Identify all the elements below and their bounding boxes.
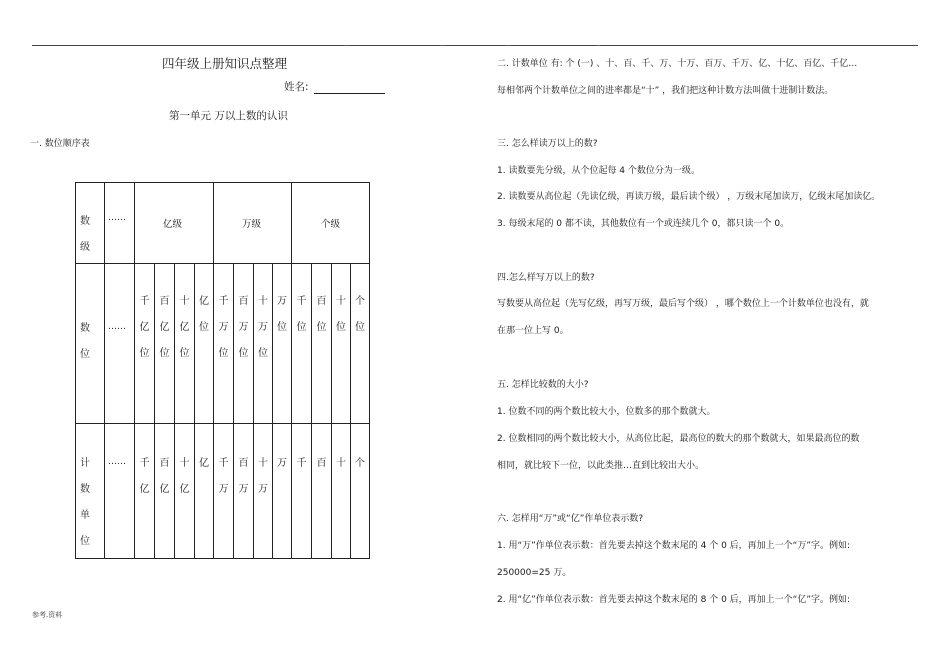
s5-item1: 1. 位数不同的两个数比较大小，位数多的那个数就大。 xyxy=(497,407,716,417)
place-name-char: 位 xyxy=(159,348,170,359)
place-name-char: 十 xyxy=(179,296,190,307)
place-name-column xyxy=(292,289,311,341)
place-name-char: 百 xyxy=(238,296,249,307)
unit-name-char: 十 xyxy=(258,458,268,469)
ellipsis: …… xyxy=(108,213,126,223)
s6-item1a: 1. 用“万”作单位表示数：首先要去掉这个数末尾的 4 个 0 后，再加上一个“万”字。例如: xyxy=(497,541,851,551)
place-name-column xyxy=(351,289,369,341)
group-wan: 万级 xyxy=(242,219,262,230)
place-name-char: 位 xyxy=(336,322,346,333)
s3-item3: 3. 每级末尾的 0 都不读，其他数位有一个或连续几个 0，都只读一个 0。 xyxy=(497,219,790,229)
unit-name-char: 千 xyxy=(139,458,150,469)
s5-title: 五. 怎样比较数的大小? xyxy=(497,380,589,390)
unit-name-column xyxy=(332,451,350,477)
unit-name-column xyxy=(254,451,272,503)
unit-name-char: 亿 xyxy=(139,484,150,495)
place-name-column xyxy=(155,289,174,367)
s3-item1: 1. 读数要先分级，从个位起每 4 个数位分为一级。 xyxy=(497,166,700,176)
unit-name-char: 亿 xyxy=(199,458,209,469)
place-name-column xyxy=(214,289,233,367)
place-name-char: 万 xyxy=(277,296,287,307)
row-label-place xyxy=(78,316,92,368)
place-name-char: 位 xyxy=(355,322,365,333)
place-name-char: 亿 xyxy=(179,322,190,333)
header-dot: .. xyxy=(596,40,601,48)
unit-name-char: 亿 xyxy=(159,484,170,495)
place-name-char: 万 xyxy=(258,322,268,333)
unit-name-char: 万 xyxy=(277,458,287,469)
page-title: 四年级上册知识点整理 xyxy=(162,56,288,71)
ellipsis: …… xyxy=(108,457,126,467)
place-name-char: 亿 xyxy=(159,322,170,333)
s5-item2a: 2. 位数相同的两个数比较大小，从高位比起，最高位的数大的那个数就大，如果最高位的数 xyxy=(497,434,860,444)
group-yi: 亿级 xyxy=(163,219,183,230)
unit-name-char: 万 xyxy=(238,484,249,495)
place-name-char: 位 xyxy=(277,322,287,333)
place-name-char: 位 xyxy=(296,322,307,333)
row-label-char: 数 xyxy=(80,484,90,495)
header-dot: .. xyxy=(344,40,349,48)
unit-name-char: 百 xyxy=(159,458,170,469)
place-name-column xyxy=(195,289,213,341)
unit-name-column xyxy=(292,451,311,477)
place-name-char: 百 xyxy=(159,296,170,307)
unit-name-column xyxy=(175,451,194,503)
s6-title: 六. 怎样用“万”或“亿”作单位表示数? xyxy=(497,514,644,524)
s2-line2: 每相邻两个计数单位之间的进率都是“十” ，我们把这种计数方法叫做十进制计数法。 xyxy=(497,86,834,96)
place-name-char: 位 xyxy=(179,348,190,359)
unit-name-char: 千 xyxy=(218,458,229,469)
unit-name-char: 百 xyxy=(316,458,327,469)
footer-note: 参考.资料 xyxy=(32,611,63,619)
unit-name-column xyxy=(234,451,253,503)
s4-title: 四.怎么样写万以上的数? xyxy=(497,273,595,283)
unit-name-column xyxy=(135,451,154,503)
section-heading: 一. 数位顺序表 xyxy=(30,139,90,149)
row-label-char: 计 xyxy=(80,458,90,469)
row-label-char: 数 xyxy=(80,323,90,334)
s6-item2a: 2. 用“亿”作单位表示数：首先要去掉这个数末尾的 8 个 0 后，再加上一个“亿”字。例如: xyxy=(497,595,851,605)
unit-name-column xyxy=(273,451,291,477)
s3-item2: 2. 读数要从高位起（先读亿级，再读万级，最后读个级） ，万级末尾加读万，亿级末尾加读亿。 xyxy=(497,192,881,202)
place-name-char: 亿 xyxy=(199,296,209,307)
s3-title: 三. 怎么样读万以上的数? xyxy=(497,139,598,149)
unit-name-char: 十 xyxy=(336,458,346,469)
place-name-column xyxy=(312,289,331,341)
s4-line2: 在那一位上写 0。 xyxy=(497,326,569,336)
name-label: 姓名: xyxy=(284,81,309,93)
s4-line1: 写数要从高位起（先写亿级，再写万级，最后写个级） ，哪个数位上一个计数单位也没有，就 xyxy=(497,299,869,309)
group-ge: 个级 xyxy=(321,219,341,230)
s5-item2b: 相同，就比较下一位，以此类推…直到比较出大小。 xyxy=(497,461,705,471)
place-name-char: 万 xyxy=(218,322,229,333)
unit-title: 第一单元 万以上数的认识 xyxy=(169,110,288,122)
place-name-char: 百 xyxy=(316,296,327,307)
place-name-char: 十 xyxy=(258,296,268,307)
place-name-char: 十 xyxy=(336,296,346,307)
place-name-char: 位 xyxy=(238,348,249,359)
unit-name-column xyxy=(195,451,213,477)
place-name-char: 万 xyxy=(238,322,249,333)
unit-name-char: 百 xyxy=(238,458,249,469)
row-label-char: 级 xyxy=(80,242,90,253)
row-label-char: 数 xyxy=(80,216,90,227)
unit-name-column xyxy=(214,451,233,503)
unit-name-column xyxy=(155,451,174,503)
place-name-char: 千 xyxy=(218,296,229,307)
place-name-column xyxy=(135,289,154,367)
unit-name-column xyxy=(312,451,331,477)
s6-item1b: 250000=25 万。 xyxy=(497,568,572,578)
row-label-char: 单 xyxy=(80,510,90,521)
row-label-level xyxy=(78,209,92,261)
place-name-char: 位 xyxy=(139,348,150,359)
unit-name-char: 万 xyxy=(218,484,229,495)
unit-name-char: 千 xyxy=(296,458,307,469)
place-name-column xyxy=(332,289,350,341)
row-label-char: 位 xyxy=(80,349,90,360)
row-label-char: 位 xyxy=(80,536,90,547)
place-name-char: 位 xyxy=(258,348,268,359)
place-name-column xyxy=(175,289,194,367)
place-name-char: 千 xyxy=(296,296,307,307)
ellipsis: …… xyxy=(108,322,126,332)
unit-name-char: 个 xyxy=(355,458,365,469)
place-name-column xyxy=(254,289,272,367)
unit-name-char: 万 xyxy=(258,484,268,495)
place-name-char: 个 xyxy=(355,296,365,307)
place-name-char: 千 xyxy=(139,296,150,307)
place-name-column xyxy=(234,289,253,367)
row-label-unit xyxy=(78,451,92,555)
place-name-char: 位 xyxy=(316,322,327,333)
place-name-char: 位 xyxy=(218,348,229,359)
unit-name-char: 十 xyxy=(179,458,190,469)
unit-name-char: 亿 xyxy=(179,484,190,495)
unit-name-column xyxy=(351,451,369,477)
header-dot: .. xyxy=(506,40,511,48)
place-name-char: 亿 xyxy=(139,322,150,333)
place-name-char: 位 xyxy=(199,322,209,333)
place-name-column xyxy=(273,289,291,341)
header-dot: .. xyxy=(440,40,445,48)
s2-line1: 二. 计数单位 有: 个 (一) 、十、百、千、万、十万、百万、千万、亿、十亿、百亿、千亿… xyxy=(497,59,858,69)
